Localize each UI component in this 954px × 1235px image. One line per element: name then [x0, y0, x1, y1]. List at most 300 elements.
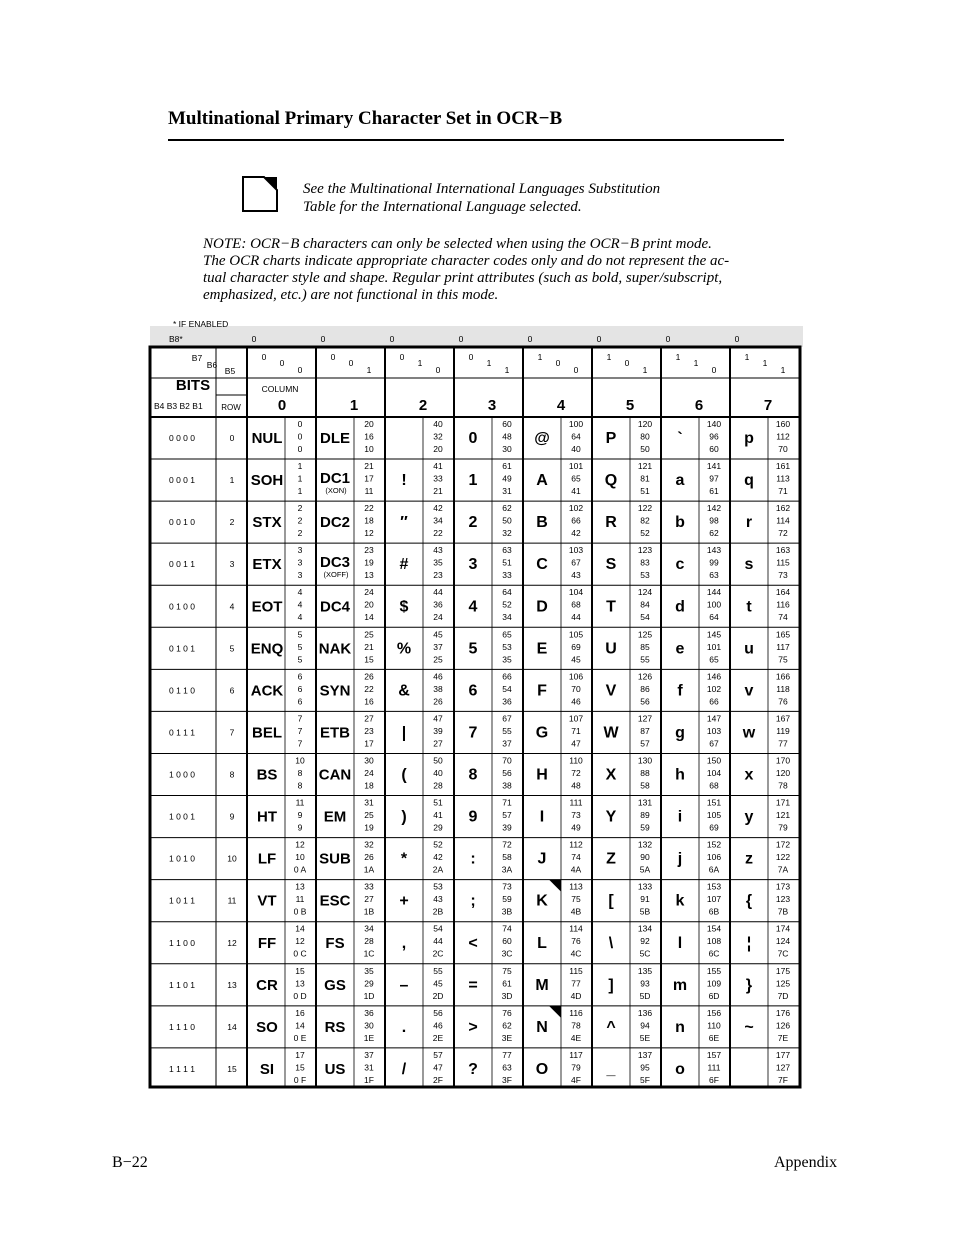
character-glyph: SOH	[250, 472, 284, 490]
character-code: 124	[775, 936, 791, 947]
character-code: 45	[571, 654, 581, 665]
character-glyph: STX	[252, 514, 282, 532]
character-glyph: T	[606, 598, 616, 616]
character-glyph: K	[536, 892, 548, 910]
character-code: 0	[297, 444, 303, 454]
character-code: 125	[775, 978, 791, 989]
character-code: 20	[364, 419, 374, 429]
character-glyph: d	[675, 598, 685, 616]
character-code: 31	[364, 797, 374, 808]
character-code: 34	[502, 612, 512, 623]
character-glyph: 2	[468, 514, 478, 532]
column-bit: 0	[573, 365, 579, 375]
character-code: 5E	[639, 1032, 651, 1043]
character-code: 4A	[570, 864, 582, 875]
character-code: 84	[640, 599, 650, 610]
character-code: 4	[297, 599, 303, 610]
character-code: 57	[433, 1049, 443, 1060]
bits-label: BITS	[175, 377, 211, 394]
character-code: 25	[364, 810, 374, 821]
row-number: 15	[227, 1063, 237, 1074]
character-code: 72	[571, 767, 581, 778]
column-bit: 0	[711, 365, 717, 375]
character-code: 72	[502, 839, 512, 850]
character-code: 40	[433, 419, 443, 429]
title-rule	[168, 139, 784, 141]
character-code: 137	[637, 1049, 653, 1060]
character-glyph: o	[675, 1060, 685, 1078]
character-code: 160	[775, 419, 791, 429]
character-code: 50	[640, 444, 650, 454]
row-number: 1	[229, 475, 235, 486]
character-code: 7E	[777, 1032, 789, 1043]
column-number: 5	[625, 397, 635, 414]
character-code: 6F	[709, 1074, 719, 1085]
page-number: B−22	[112, 1154, 148, 1171]
character-glyph: s	[744, 556, 754, 574]
character-code: 5F	[640, 1074, 650, 1085]
character-code: 52	[640, 528, 650, 539]
character-code: 141	[706, 461, 722, 472]
row-bits: 1 0 0 0	[169, 769, 195, 780]
character-code: 62	[502, 503, 512, 514]
character-glyph: DC1	[319, 470, 351, 488]
character-code: 28	[433, 780, 443, 791]
row-number: 8	[229, 769, 235, 780]
character-glyph: \	[608, 934, 614, 952]
character-code: 18	[364, 780, 374, 791]
character-code: 30	[364, 1020, 374, 1031]
character-code: 143	[706, 545, 722, 556]
character-code: 130	[637, 755, 653, 766]
character-glyph: Z	[606, 850, 616, 868]
character-code: 76	[571, 936, 581, 947]
character-glyph: H	[536, 766, 548, 784]
character-glyph: BS	[256, 766, 278, 784]
character-glyph: @	[534, 430, 550, 448]
character-code: 30	[364, 755, 374, 766]
character-code: 60	[709, 444, 719, 454]
row-bits: 1 1 1 1	[169, 1063, 195, 1074]
character-code: 4B	[570, 906, 582, 917]
character-glyph: ;	[470, 892, 476, 910]
character-code: 47	[433, 1062, 443, 1073]
character-code: 53	[640, 570, 650, 581]
column-bit: 0	[348, 358, 354, 368]
column-bit: 0	[399, 352, 405, 362]
character-code: 38	[433, 683, 443, 694]
character-code: 38	[502, 780, 512, 791]
character-glyph: a	[675, 472, 685, 490]
character-code: 117	[569, 1049, 583, 1060]
character-code: 77	[778, 738, 788, 749]
character-glyph: VT	[257, 892, 277, 910]
character-code: 62	[709, 528, 719, 539]
character-code: 56	[502, 767, 512, 778]
character-glyph: ENQ	[250, 640, 284, 658]
character-code: 74	[778, 612, 788, 623]
character-code: 1E	[363, 1032, 375, 1043]
character-code: 126	[775, 1020, 791, 1031]
column-bit: 1	[675, 352, 681, 362]
character-code: 101	[568, 461, 584, 472]
character-code: 22	[364, 503, 374, 514]
character-glyph: *	[400, 850, 408, 868]
character-glyph: 5	[468, 640, 478, 658]
character-code: 110	[569, 755, 583, 766]
character-code: 3D	[501, 990, 513, 1001]
column-bit: 1	[366, 365, 372, 375]
substitution-note-line: See the Multinational International Languages Substitution	[303, 181, 661, 197]
character-code: 56	[433, 1007, 443, 1018]
character-code: 41	[433, 461, 443, 472]
character-code: 2	[297, 515, 303, 526]
character-glyph: z	[745, 850, 753, 868]
character-glyph: S	[605, 556, 617, 574]
character-code: 120	[775, 767, 791, 778]
character-code: 71	[571, 725, 581, 736]
character-code: 33	[364, 881, 374, 892]
character-code: 6A	[708, 864, 720, 875]
character-code: 147	[706, 713, 722, 724]
character-code: 152	[706, 839, 722, 850]
character-code: 29	[364, 978, 374, 989]
character-glyph: c	[675, 556, 685, 574]
character-code: 142	[706, 503, 722, 514]
character-code: 6	[297, 671, 303, 682]
column-bit: 0	[555, 358, 561, 368]
character-code: 94	[640, 1020, 650, 1031]
row-bits: 0 1 1 0	[169, 685, 195, 696]
column-bit: 0	[330, 352, 336, 362]
character-glyph: &	[398, 682, 410, 700]
character-glyph: _	[606, 1060, 616, 1078]
character-code: 75	[571, 894, 581, 905]
character-glyph: U	[605, 640, 617, 658]
character-glyph: O	[535, 1060, 549, 1078]
row-bits: 1 0 1 1	[169, 895, 195, 906]
character-code: 34	[364, 923, 374, 934]
character-code: 51	[640, 486, 650, 497]
character-code: 26	[364, 852, 374, 863]
column-bit: 1	[537, 352, 543, 362]
row-bits: 0 1 0 0	[169, 601, 195, 612]
character-code: 120	[637, 419, 653, 429]
character-code: 6C	[708, 948, 720, 959]
character-glyph: P	[605, 430, 617, 448]
character-code: 111	[707, 1062, 721, 1073]
row-bits: 1 1 1 0	[169, 1021, 195, 1032]
section-label: Appendix	[774, 1154, 838, 1171]
character-code: 18	[364, 515, 374, 526]
page-title: Multinational Primary Character Set in OCR−B	[168, 108, 563, 129]
character-code: 1	[297, 473, 303, 484]
row-number: 7	[229, 727, 235, 738]
character-code: 72	[778, 528, 788, 539]
character-code: 3	[297, 545, 303, 556]
row-bits: 1 0 0 1	[169, 811, 195, 822]
character-code: 0 D	[293, 990, 307, 1001]
b5-label: B5	[224, 366, 236, 376]
character-code: 12	[295, 839, 305, 850]
character-glyph: A	[536, 472, 548, 490]
b8-value: 0	[251, 334, 257, 344]
character-glyph: ?	[468, 1060, 478, 1078]
column-bit: 1	[486, 358, 492, 368]
character-code: 177	[775, 1049, 791, 1060]
character-glyph: NAK	[318, 640, 352, 658]
character-code: 1C	[363, 948, 375, 959]
character-code: 17	[364, 738, 374, 749]
character-code: 42	[571, 528, 581, 539]
character-code: 29	[433, 822, 443, 833]
character-code: 52	[433, 839, 443, 850]
character-code: 95	[640, 1062, 650, 1073]
character-glyph: w	[742, 724, 756, 742]
character-code: 58	[502, 852, 512, 863]
character-code: 54	[640, 612, 650, 623]
character-code: 6D	[708, 990, 720, 1001]
character-code: 25	[364, 629, 374, 640]
character-code: 23	[433, 570, 443, 581]
character-code: 89	[640, 810, 650, 821]
character-code: 5D	[639, 990, 651, 1001]
b-bits-label: B4 B3 B2 B1	[154, 401, 203, 411]
character-code: 2C	[432, 948, 444, 959]
character-glyph: GS	[324, 976, 346, 994]
character-code: 41	[571, 486, 581, 497]
character-code: 113	[569, 881, 583, 892]
character-code: 0 C	[293, 948, 307, 959]
character-glyph: RS	[324, 1018, 346, 1036]
character-code: 119	[776, 725, 790, 736]
column-bit: 0	[261, 352, 267, 362]
character-code: 49	[502, 473, 512, 484]
character-code: 118	[776, 683, 790, 694]
character-code: 114	[569, 923, 583, 934]
character-glyph: #	[399, 556, 409, 574]
row-bits: 1 0 1 0	[169, 853, 195, 864]
character-code: 56	[640, 696, 650, 707]
character-code: 103	[706, 725, 722, 736]
character-code: 146	[706, 671, 722, 682]
character-code: 46	[433, 1020, 443, 1031]
character-code: 7A	[777, 864, 789, 875]
character-code: 75	[778, 654, 788, 665]
character-code: 1	[297, 461, 303, 472]
character-code: 8	[297, 767, 303, 778]
character-code: 110	[707, 1020, 721, 1031]
character-code: 35	[502, 654, 512, 665]
row-number: 12	[227, 937, 237, 948]
character-code: 40	[571, 444, 581, 454]
character-code: 3	[297, 570, 303, 581]
row-bits: 1 1 0 1	[169, 979, 195, 990]
character-code: 2	[297, 528, 303, 539]
character-code: 54	[433, 923, 443, 934]
character-code: 7C	[777, 948, 789, 959]
character-code: 57	[640, 738, 650, 749]
character-glyph: %	[396, 640, 412, 658]
character-code: 126	[637, 671, 653, 682]
character-glyph: FF	[257, 934, 277, 952]
character-code: 6E	[708, 1032, 720, 1043]
if-enabled-label: * IF ENABLED	[173, 319, 229, 329]
character-code: 112	[776, 431, 790, 442]
character-glyph: }	[745, 976, 753, 994]
character-code: 25	[433, 654, 443, 665]
character-code: 5	[297, 629, 303, 640]
character-code: 12	[364, 528, 374, 539]
character-code: 123	[637, 545, 653, 556]
character-code: 116	[569, 1007, 583, 1018]
character-code: 27	[364, 713, 374, 724]
row-number: 3	[229, 559, 235, 570]
character-code: 52	[502, 599, 512, 610]
character-code: 23	[364, 545, 374, 556]
character-code: 48	[571, 780, 581, 791]
character-code: 111	[569, 797, 583, 808]
character-code: 88	[640, 767, 650, 778]
row-bits: 0 1 1 1	[169, 727, 195, 738]
character-code: 104	[706, 767, 722, 778]
character-code: 11	[295, 797, 305, 808]
character-code: 3C	[501, 948, 513, 959]
character-code: 78	[571, 1020, 581, 1031]
character-glyph: q	[744, 472, 754, 490]
character-code: 50	[502, 515, 512, 526]
character-code: 74	[571, 852, 581, 863]
character-code: 61	[502, 978, 512, 989]
character-code: 2D	[432, 990, 444, 1001]
character-code: 11	[295, 894, 305, 905]
character-sublabel: (XOFF)	[323, 570, 349, 580]
character-glyph: J	[537, 850, 547, 868]
character-glyph: L	[537, 934, 547, 952]
column-bit: 1	[762, 358, 768, 368]
character-glyph: 0	[468, 430, 478, 448]
character-code: 60	[502, 936, 512, 947]
character-code: 171	[775, 797, 791, 808]
column-number: 2	[418, 397, 428, 414]
character-code: 64	[571, 431, 581, 442]
character-glyph: 9	[468, 808, 478, 826]
character-code: 7D	[777, 990, 789, 1001]
character-code: 144	[706, 587, 722, 598]
character-code: 165	[775, 629, 791, 640]
character-code: 44	[433, 936, 443, 947]
character-code: 9	[297, 810, 303, 821]
character-code: 42	[433, 503, 443, 514]
character-code: 10	[364, 444, 374, 454]
character-glyph: SYN	[319, 682, 351, 700]
character-code: 31	[364, 1062, 374, 1073]
character-glyph: g	[675, 724, 685, 742]
character-code: 65	[502, 629, 512, 640]
character-code: 37	[364, 1049, 374, 1060]
character-glyph: LF	[257, 850, 277, 868]
character-code: 3	[297, 557, 303, 568]
character-glyph: DC2	[319, 514, 351, 532]
row-number: 10	[227, 853, 237, 864]
character-glyph: t	[746, 598, 752, 616]
character-code: 6B	[708, 906, 720, 917]
character-code: 161	[775, 461, 791, 472]
row-number: 13	[227, 979, 237, 990]
character-code: 0	[297, 419, 303, 429]
character-code: 5	[297, 641, 303, 652]
character-code: 127	[775, 1062, 791, 1073]
character-code: 166	[775, 671, 791, 682]
character-code: 170	[775, 755, 791, 766]
character-code: 64	[502, 587, 512, 598]
character-code: 15	[364, 654, 374, 665]
character-code: 43	[571, 570, 581, 581]
character-code: 131	[637, 797, 653, 808]
character-code: 70	[778, 444, 788, 454]
character-code: 82	[640, 515, 650, 526]
row-number: 5	[229, 643, 235, 654]
character-code: 87	[640, 725, 650, 736]
character-glyph: +	[399, 892, 409, 910]
character-code: 121	[637, 461, 653, 472]
character-code: 5B	[639, 906, 651, 917]
character-code: 91	[640, 894, 650, 905]
character-glyph: ETB	[320, 724, 350, 742]
character-code: 106	[568, 671, 584, 682]
character-code: 99	[709, 557, 719, 568]
character-glyph: >	[468, 1018, 478, 1036]
character-code: 63	[502, 545, 512, 556]
character-glyph: 1	[468, 472, 478, 490]
character-code: 12	[295, 936, 305, 947]
substitution-note	[303, 180, 660, 216]
character-glyph: ]	[608, 976, 614, 994]
character-code: 162	[775, 503, 791, 514]
character-code: 35	[433, 557, 443, 568]
character-glyph: ETX	[252, 556, 282, 574]
character-glyph: ¦	[746, 934, 752, 952]
character-code: 173	[775, 881, 791, 892]
character-code: 79	[571, 1062, 581, 1073]
character-glyph: EOT	[251, 598, 283, 616]
character-code: 26	[364, 671, 374, 682]
character-glyph: m	[672, 976, 688, 994]
character-glyph: )	[401, 808, 407, 826]
character-code: 4F	[571, 1074, 581, 1085]
character-code: 78	[778, 780, 788, 791]
character-code: 175	[775, 965, 791, 976]
character-code: 106	[706, 852, 722, 863]
character-code: 90	[640, 852, 650, 863]
character-code: 33	[502, 570, 512, 581]
character-code: 107	[568, 713, 584, 724]
character-code: 13	[364, 570, 374, 581]
character-glyph: SO	[256, 1018, 278, 1036]
column-number: 0	[277, 397, 287, 414]
b6-label: B6	[206, 360, 218, 370]
character-code: 37	[502, 738, 512, 749]
character-code: 24	[433, 612, 443, 623]
character-code: 114	[776, 515, 790, 526]
character-code: 115	[776, 557, 790, 568]
substitution-marker	[549, 1006, 561, 1018]
character-code: 66	[709, 696, 719, 707]
character-code: 36	[433, 599, 443, 610]
character-code: 135	[637, 965, 653, 976]
character-code: 34	[433, 515, 443, 526]
b8-value: 0	[734, 334, 740, 344]
